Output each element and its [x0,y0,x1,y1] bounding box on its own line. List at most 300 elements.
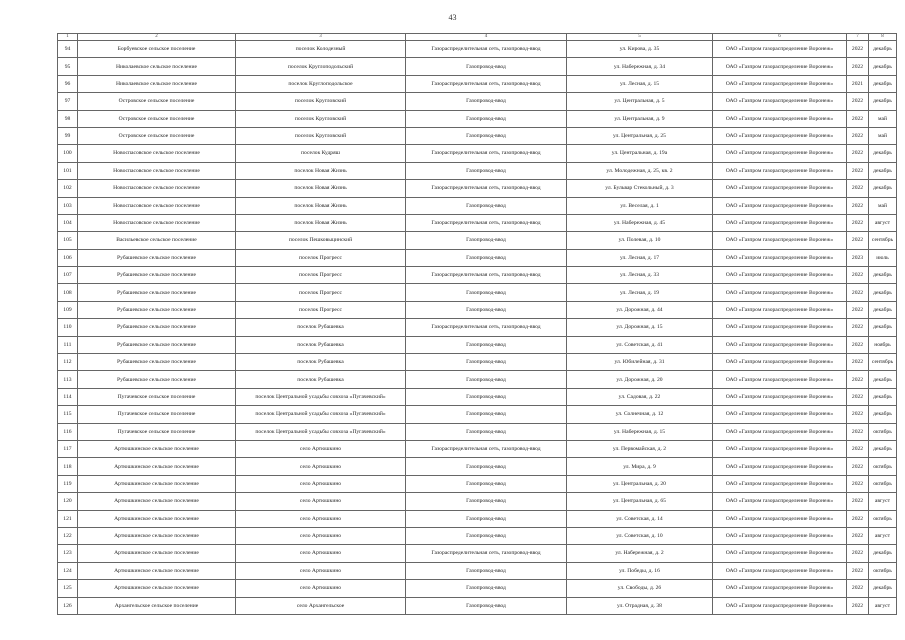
organization-cell: ОАО «Газпром газораспределение Воронеж» [713,510,847,527]
organization-cell: ОАО «Газпром газораспределение Воронеж» [713,41,847,58]
object-type-cell: Газопровод-ввод [406,510,567,527]
year-cell: 2022 [847,545,869,562]
address-cell: ул. Набережная, д. 15 [567,423,713,440]
month-cell: август [869,597,897,614]
month-cell: октябрь [869,510,897,527]
organization-cell: ОАО «Газпром газораспределение Воронеж» [713,214,847,231]
row-number-cell: 94 [58,41,78,58]
address-cell: ул. Лесная, д. 17 [567,249,713,266]
settlement-cell: Новоспасовское сельское поселение [78,162,236,179]
row-number-cell: 102 [58,180,78,197]
row-number-cell: 112 [58,354,78,371]
organization-cell: ОАО «Газпром газораспределение Воронеж» [713,162,847,179]
address-cell: ул. Лесная, д. 33 [567,267,713,284]
settlement-cell: Пугачевское сельское поселение [78,423,236,440]
object-type-cell: Газопровод-ввод [406,232,567,249]
locality-cell: село Артюшкино [236,440,406,457]
row-number-cell: 120 [58,493,78,510]
year-cell: 2022 [847,232,869,249]
month-cell: декабрь [869,580,897,597]
settlement-cell: Артюшкинское сельское поселение [78,475,236,492]
organization-cell: ОАО «Газпром газораспределение Воронеж» [713,527,847,544]
locality-cell: поселок Пешковыцинский [236,232,406,249]
settlement-cell: Рубашевское сельское поселение [78,284,236,301]
object-type-cell: Газопровод-ввод [406,580,567,597]
column-number-row [58,34,897,41]
month-cell: декабрь [869,58,897,75]
organization-cell: ОАО «Газпром газораспределение Воронеж» [713,562,847,579]
settlement-cell: Артюшкинское сельское поселение [78,545,236,562]
month-cell: август [869,214,897,231]
row-number-cell: 107 [58,267,78,284]
organization-cell: ОАО «Газпром газораспределение Воронеж» [713,267,847,284]
settlement-cell: Островское сельское поселение [78,93,236,110]
address-cell: ул. Садовая, д. 22 [567,388,713,405]
organization-cell: ОАО «Газпром газораспределение Воронеж» [713,58,847,75]
row-number-cell: 113 [58,371,78,388]
table-row [58,388,897,405]
table-row [58,197,897,214]
locality-cell: поселок Рубашевка [236,319,406,336]
row-number-cell: 118 [58,458,78,475]
year-cell: 2022 [847,388,869,405]
table-row [58,423,897,440]
row-number-cell: 114 [58,388,78,405]
month-cell: декабрь [869,180,897,197]
organization-cell: ОАО «Газпром газораспределение Воронеж» [713,458,847,475]
table-row [58,232,897,249]
settlement-cell: Артюшкинское сельское поселение [78,562,236,579]
address-cell: ул. Советская, д. 14 [567,510,713,527]
locality-cell: поселок Прогресс [236,249,406,266]
row-number-cell: 115 [58,406,78,423]
year-cell: 2022 [847,336,869,353]
organization-cell: ОАО «Газпром газораспределение Воронеж» [713,406,847,423]
month-cell: декабрь [869,41,897,58]
row-number-cell: 98 [58,110,78,127]
month-cell: май [869,197,897,214]
table-row [58,406,897,423]
year-cell: 2022 [847,527,869,544]
row-number-cell: 116 [58,423,78,440]
year-cell: 2022 [847,597,869,614]
row-number-cell: 121 [58,510,78,527]
organization-cell: ОАО «Газпром газораспределение Воронеж» [713,93,847,110]
locality-cell: поселок Новая Жизнь [236,214,406,231]
object-type-cell: Газораспределительная сеть, газопровод-ввод [406,145,567,162]
month-cell: декабрь [869,93,897,110]
gasification-table [57,33,894,615]
locality-cell: поселок Круглоподольский [236,58,406,75]
object-type-cell: Газопровод-ввод [406,562,567,579]
address-cell: ул. Свободы, д. 26 [567,580,713,597]
object-type-cell: Газопровод-ввод [406,58,567,75]
organization-cell: ОАО «Газпром газораспределение Воронеж» [713,232,847,249]
organization-cell: ОАО «Газпром газораспределение Воронеж» [713,354,847,371]
row-number-cell: 105 [58,232,78,249]
month-cell: октябрь [869,475,897,492]
organization-cell: ОАО «Газпром газораспределение Воронеж» [713,301,847,318]
locality-cell: село Артюшкино [236,458,406,475]
row-number-cell: 108 [58,284,78,301]
address-cell: ул. Набережная, д. 34 [567,58,713,75]
organization-cell: ОАО «Газпром газораспределение Воронеж» [713,440,847,457]
locality-cell: поселок Центральной усадьбы совхоза «Пугачевский» [236,388,406,405]
locality-cell: поселок Центральной усадьбы совхоза «Пугачевский» [236,406,406,423]
settlement-cell: Рубашевское сельское поселение [78,249,236,266]
address-cell: ул. Центральная, д. 9 [567,110,713,127]
object-type-cell: Газопровод-ввод [406,597,567,614]
object-type-cell: Газопровод-ввод [406,162,567,179]
locality-cell: поселок Прогресс [236,267,406,284]
year-cell: 2022 [847,301,869,318]
organization-cell: ОАО «Газпром газораспределение Воронеж» [713,597,847,614]
settlement-cell: Артюшкинское сельское поселение [78,527,236,544]
row-number-cell: 109 [58,301,78,318]
year-cell: 2022 [847,110,869,127]
column-number: 8 [869,34,897,41]
address-cell: ул. Центральная, д. 20 [567,475,713,492]
month-cell: май [869,110,897,127]
object-type-cell: Газораспределительная сеть, газопровод-ввод [406,41,567,58]
table-row [58,354,897,371]
organization-cell: ОАО «Газпром газораспределение Воронеж» [713,75,847,92]
month-cell: декабрь [869,388,897,405]
table-row [58,527,897,544]
year-cell: 2022 [847,93,869,110]
row-number-cell: 104 [58,214,78,231]
organization-cell: ОАО «Газпром газораспределение Воронеж» [713,249,847,266]
address-cell: ул. Победы, д. 16 [567,562,713,579]
locality-cell: село Артюшкино [236,475,406,492]
address-cell: ул. Первомайская, д. 2 [567,440,713,457]
locality-cell: поселок Кругловский [236,93,406,110]
row-number-cell: 96 [58,75,78,92]
settlement-cell: Рубашевское сельское поселение [78,319,236,336]
organization-cell: ОАО «Газпром газораспределение Воронеж» [713,545,847,562]
address-cell: ул. Отрадная, д. 38 [567,597,713,614]
object-type-cell: Газораспределительная сеть, газопровод-ввод [406,319,567,336]
row-number-cell: 110 [58,319,78,336]
address-cell: ул. Лесная, д. 15 [567,75,713,92]
month-cell: октябрь [869,562,897,579]
object-type-cell: Газопровод-ввод [406,110,567,127]
object-type-cell: Газопровод-ввод [406,493,567,510]
month-cell: декабрь [869,145,897,162]
organization-cell: ОАО «Газпром газораспределение Воронеж» [713,145,847,162]
object-type-cell: Газопровод-ввод [406,423,567,440]
table-row [58,58,897,75]
address-cell: ул. Советская, д. 10 [567,527,713,544]
column-number: 5 [567,34,713,41]
settlement-cell: Николаевское сельское поселение [78,58,236,75]
address-cell: ул. Дорожная, д. 20 [567,371,713,388]
organization-cell: ОАО «Газпром газораспределение Воронеж» [713,580,847,597]
organization-cell: ОАО «Газпром газораспределение Воронеж» [713,284,847,301]
address-cell: ул. Кирова, д. 35 [567,41,713,58]
table-row [58,336,897,353]
settlement-cell: Артюшкинское сельское поселение [78,510,236,527]
month-cell: сентябрь [869,354,897,371]
year-cell: 2022 [847,440,869,457]
year-cell: 2022 [847,562,869,579]
year-cell: 2022 [847,41,869,58]
month-cell: октябрь [869,423,897,440]
object-type-cell: Газораспределительная сеть, газопровод-ввод [406,267,567,284]
row-number-cell: 95 [58,58,78,75]
locality-cell: село Артюшкино [236,562,406,579]
object-type-cell: Газопровод-ввод [406,336,567,353]
month-cell: июль [869,249,897,266]
table-row [58,214,897,231]
address-cell: ул. Центральная, д. 19а [567,145,713,162]
table-row [58,319,897,336]
locality-cell: поселок Прогресс [236,301,406,318]
row-number-cell: 103 [58,197,78,214]
year-cell: 2022 [847,58,869,75]
month-cell: декабрь [869,545,897,562]
table-row [58,301,897,318]
table-row [58,493,897,510]
organization-cell: ОАО «Газпром газораспределение Воронеж» [713,371,847,388]
table-row [58,267,897,284]
year-cell: 2022 [847,319,869,336]
row-number-cell: 106 [58,249,78,266]
year-cell: 2022 [847,197,869,214]
year-cell: 2022 [847,284,869,301]
object-type-cell: Газораспределительная сеть, газопровод-ввод [406,75,567,92]
row-number-cell: 117 [58,440,78,457]
object-type-cell: Газопровод-ввод [406,249,567,266]
locality-cell: поселок Рубашевка [236,336,406,353]
settlement-cell: Новоспасовское сельское поселение [78,145,236,162]
settlement-cell: Борбуевское сельское поселение [78,41,236,58]
month-cell: декабрь [869,267,897,284]
row-number-cell: 101 [58,162,78,179]
column-number: 6 [713,34,847,41]
table-row [58,75,897,92]
settlement-cell: Николаевское сельское поселение [78,75,236,92]
month-cell: декабрь [869,75,897,92]
settlement-cell: Пугачевское сельское поселение [78,388,236,405]
month-cell: октябрь [869,458,897,475]
settlement-cell: Рубашевское сельское поселение [78,301,236,318]
organization-cell: ОАО «Газпром газораспределение Воронеж» [713,319,847,336]
row-number-cell: 123 [58,545,78,562]
table-row [58,284,897,301]
locality-cell: поселок Центральной усадьбы совхоза «Пугачевский» [236,423,406,440]
column-number: 4 [406,34,567,41]
year-cell: 2022 [847,214,869,231]
table-row [58,475,897,492]
settlement-cell: Рубашевское сельское поселение [78,354,236,371]
object-type-cell: Газопровод-ввод [406,458,567,475]
table-row [58,41,897,58]
object-type-cell: Газопровод-ввод [406,475,567,492]
locality-cell: село Архангельское [236,597,406,614]
row-number-cell: 124 [58,562,78,579]
locality-cell: поселок Круглоподольское [236,75,406,92]
organization-cell: ОАО «Газпром газораспределение Воронеж» [713,180,847,197]
address-cell: ул. Набережная, д. 45 [567,214,713,231]
year-cell: 2021 [847,75,869,92]
settlement-cell: Артюшкинское сельское поселение [78,493,236,510]
object-type-cell: Газопровод-ввод [406,93,567,110]
column-number: 3 [236,34,406,41]
object-type-cell: Газопровод-ввод [406,354,567,371]
locality-cell: поселок Новая Жизнь [236,180,406,197]
month-cell: декабрь [869,284,897,301]
row-number-cell: 125 [58,580,78,597]
object-type-cell: Газопровод-ввод [406,284,567,301]
settlement-cell: Островское сельское поселение [78,127,236,144]
object-type-cell: Газораспределительная сеть, газопровод-ввод [406,545,567,562]
table-row [58,510,897,527]
table-row [58,580,897,597]
address-cell: ул. Юбилейная, д. 31 [567,354,713,371]
object-type-cell: Газопровод-ввод [406,388,567,405]
month-cell: ноябрь [869,336,897,353]
table-row [58,249,897,266]
locality-cell: село Артюшкино [236,580,406,597]
settlement-cell: Артюшкинское сельское поселение [78,440,236,457]
year-cell: 2022 [847,475,869,492]
organization-cell: ОАО «Газпром газораспределение Воронеж» [713,475,847,492]
year-cell: 2022 [847,510,869,527]
page-number: 43 [448,13,457,22]
year-cell: 2022 [847,127,869,144]
table-row [58,127,897,144]
month-cell: август [869,493,897,510]
settlement-cell: Новоспасовское сельское поселение [78,180,236,197]
row-number-cell: 111 [58,336,78,353]
organization-cell: ОАО «Газпром газораспределение Воронеж» [713,336,847,353]
object-type-cell: Газопровод-ввод [406,301,567,318]
month-cell: декабрь [869,319,897,336]
table-row [58,93,897,110]
organization-cell: ОАО «Газпром газораспределение Воронеж» [713,388,847,405]
address-cell: ул. Полевая, д. 10 [567,232,713,249]
table-row [58,145,897,162]
year-cell: 2022 [847,180,869,197]
settlement-cell: Новоспасовское сельское поселение [78,214,236,231]
locality-cell: поселок Новая Жизнь [236,162,406,179]
settlement-cell: Васильевское сельское поселение [78,232,236,249]
settlement-cell: Рубашевское сельское поселение [78,371,236,388]
address-cell: ул. Дорожная, д. 15 [567,319,713,336]
settlement-cell: Рубашевское сельское поселение [78,336,236,353]
month-cell: декабрь [869,440,897,457]
object-type-cell: Газопровод-ввод [406,197,567,214]
month-cell: декабрь [869,371,897,388]
settlement-cell: Архангельское сельское поселение [78,597,236,614]
table-row [58,597,897,614]
address-cell: ул. Набережная, д. 2 [567,545,713,562]
object-type-cell: Газораспределительная сеть, газопровод-ввод [406,180,567,197]
month-cell: сентябрь [869,232,897,249]
settlement-cell: Пугачевское сельское поселение [78,406,236,423]
settlement-cell: Островское сельское поселение [78,110,236,127]
month-cell: декабрь [869,162,897,179]
month-cell: декабрь [869,301,897,318]
locality-cell: село Артюшкино [236,493,406,510]
year-cell: 2022 [847,145,869,162]
table-row [58,180,897,197]
settlement-cell: Артюшкинское сельское поселение [78,580,236,597]
address-cell: ул. Лесная, д. 19 [567,284,713,301]
organization-cell: ОАО «Газпром газораспределение Воронеж» [713,423,847,440]
year-cell: 2022 [847,371,869,388]
object-type-cell: Газопровод-ввод [406,127,567,144]
settlement-cell: Рубашевское сельское поселение [78,267,236,284]
row-number-cell: 126 [58,597,78,614]
row-number-cell: 99 [58,127,78,144]
year-cell: 2022 [847,458,869,475]
locality-cell: поселок Колодезный [236,41,406,58]
locality-cell: поселок Кудряш [236,145,406,162]
address-cell: ул. Советская, д. 41 [567,336,713,353]
table-row [58,458,897,475]
month-cell: май [869,127,897,144]
address-cell: ул. Центральная, д. 25 [567,127,713,144]
table-row [58,562,897,579]
column-number: 2 [78,34,236,41]
row-number-cell: 97 [58,93,78,110]
locality-cell: поселок Рубашевка [236,371,406,388]
month-cell: август [869,527,897,544]
year-cell: 2022 [847,580,869,597]
table-body [58,34,897,615]
settlement-cell: Новоспасовское сельское поселение [78,197,236,214]
object-type-cell: Газопровод-ввод [406,406,567,423]
address-cell: ул. Солнечная, д. 12 [567,406,713,423]
address-cell: ул. Бульвар Стекольный, д. 3 [567,180,713,197]
locality-cell: поселок Рубашевка [236,354,406,371]
address-cell: ул. Центральная, д. 5 [567,93,713,110]
address-cell: ул. Дорожная, д. 44 [567,301,713,318]
object-type-cell: Газопровод-ввод [406,527,567,544]
table-row [58,110,897,127]
locality-cell: село Артюшкино [236,527,406,544]
row-number-cell: 122 [58,527,78,544]
month-cell: декабрь [869,406,897,423]
address-cell: ул. Молодежная, д. 25, кв. 2 [567,162,713,179]
settlement-cell: Артюшкинское сельское поселение [78,458,236,475]
row-number-cell: 119 [58,475,78,492]
year-cell: 2022 [847,354,869,371]
locality-cell: поселок Новая Жизнь [236,197,406,214]
table-row [58,371,897,388]
table-row [58,545,897,562]
year-cell: 2023 [847,249,869,266]
column-number: 7 [847,34,869,41]
year-cell: 2022 [847,162,869,179]
organization-cell: ОАО «Газпром газораспределение Воронеж» [713,127,847,144]
year-cell: 2022 [847,423,869,440]
locality-cell: поселок Прогресс [236,284,406,301]
organization-cell: ОАО «Газпром газораспределение Воронеж» [713,493,847,510]
year-cell: 2022 [847,493,869,510]
object-type-cell: Газораспределительная сеть, газопровод-ввод [406,440,567,457]
table-row [58,440,897,457]
row-number-cell: 100 [58,145,78,162]
object-type-cell: Газопровод-ввод [406,371,567,388]
year-cell: 2022 [847,406,869,423]
address-cell: ул. Центральная, д. 65 [567,493,713,510]
locality-cell: поселок Кругловский [236,127,406,144]
organization-cell: ОАО «Газпром газораспределение Воронеж» [713,197,847,214]
address-cell: ул. Мира, д. 9 [567,458,713,475]
